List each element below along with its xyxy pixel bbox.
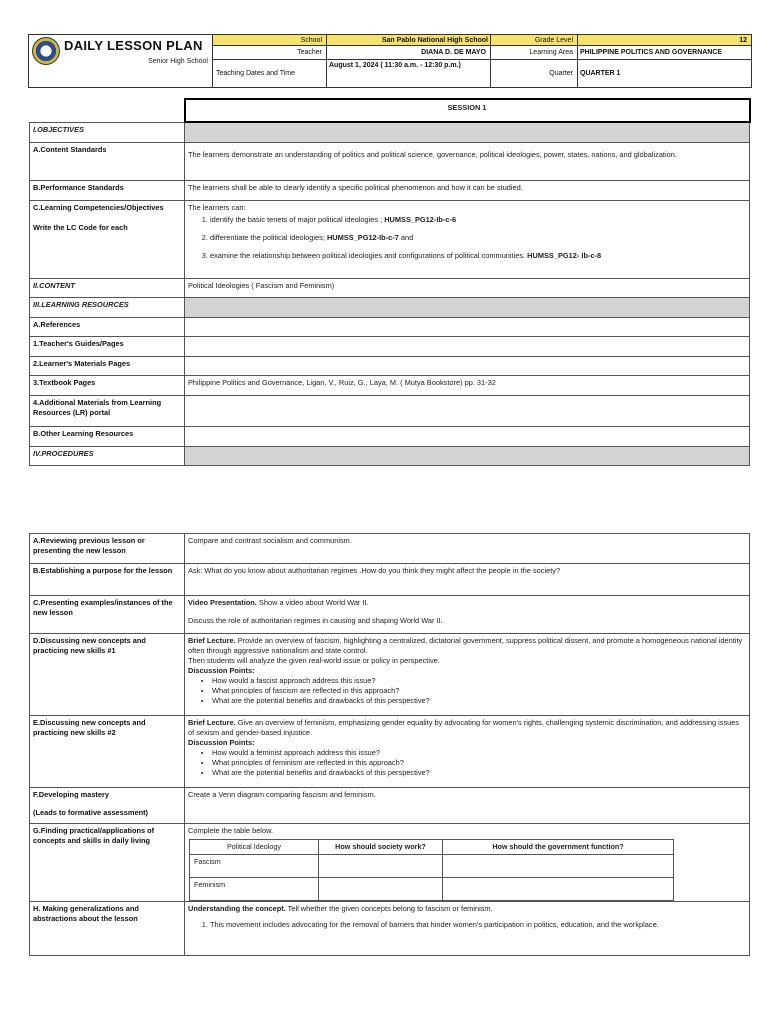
additional-materials-label: 4.Additional Materials from Learning Resources (LR) portal <box>30 395 185 426</box>
procedure-f-label: F.Developing mastery (Leads to formative assessment) <box>30 788 185 824</box>
procedures-heading: IV.PROCEDURES <box>30 446 185 465</box>
discussion-point: • How would a feminist approach address this issue? <box>212 748 746 758</box>
procedure-b-text: Ask: What do you know about authoritarian regimes .How do you think they might affect the people in the society? <box>185 564 750 596</box>
quarter-value: QUARTER 1 <box>580 70 621 77</box>
learning-competencies-label <box>30 200 185 278</box>
lc-item: 2. differentiate the political ideologies; HUMSS_PG12-Ib-c-7 and <box>210 233 746 243</box>
grade-label: Grade Level <box>534 37 573 44</box>
grade-value: 12 <box>739 37 747 44</box>
procedure-c-text2: Discuss the role of authoritarian regimes in causing and shaping World War II. <box>188 616 443 625</box>
dates-label: Teaching Dates and Time <box>216 70 295 77</box>
learners-materials-label: 2.Learner's Materials Pages <box>30 356 185 375</box>
dates-value: August 1, 2024 ( 11:30 a.m. - 12:30 p.m.) <box>329 62 461 69</box>
ideology-table <box>189 839 674 901</box>
teacher-value: DIANA D. DE MAYO <box>421 49 486 56</box>
performance-standards-text: The learners shall be able to clearly identify a specific political phenomenon and how it can be studied. <box>185 180 750 200</box>
teacher-label: Teacher <box>297 49 322 56</box>
content-text: Political Ideologies ( Fascism and Feminism) <box>185 278 750 297</box>
objectives-heading: I.OBJECTIVES <box>30 122 185 142</box>
content-standards-label: A.Content Standards <box>30 142 185 180</box>
society-col-header: How should society work? <box>319 840 443 855</box>
page-title: DAILY LESSON PLAN <box>64 38 203 53</box>
lc-item: 3. examine the relationship between political ideologies and configurations of political communities. HUMSS_PG12- Ib-c-8 <box>210 251 746 261</box>
references-label: A.References <box>30 317 185 336</box>
procedures-table <box>29 533 750 956</box>
procedure-h-label: H. Making generalizations and abstractions about the lesson <box>30 902 185 956</box>
procedure-a-text: Compare and contrast socialism and communism. <box>185 534 750 564</box>
discussion-point: • How would a fascist approach address this issue? <box>212 676 746 686</box>
discussion-point: • What are the potential benefits and drawbacks of this perspective? <box>212 768 746 778</box>
learning-competencies-cell <box>185 200 750 278</box>
procedure-c-label: C.Presenting examples/instances of the new lesson <box>30 596 185 634</box>
content-standards-text: The learners demonstrate an understanding of politics and political science, governance, political ideologies, power, states, nations, and globalization. <box>185 142 750 180</box>
lc-label-line1: C.Learning Competencies/Objectives <box>33 202 164 212</box>
table-cell-input[interactable] <box>319 855 443 878</box>
other-resources-label: B.Other Learning Resources <box>30 426 185 446</box>
discussion-point: • What principles of feminism are reflected in this approach? <box>212 758 746 768</box>
textbook-text: Philippine Politics and Governance, Ligan, V., Ruiz, G., Laya, M. ( Mutya Bookstore) pp. 31-32 <box>185 375 750 395</box>
lc-label-line2: Write the LC Code for each <box>33 222 128 232</box>
procedure-e-cell: Brief Lecture. Give an overview of feminism, emphasizing gender equality by advocating for women's rights, challenging systemic discrimination, and addressing issues of sexism and gender-based injustice. Discussion Points: • How would a feminist approach address this issue? • What principles of feminism are reflected in this approach? • What are the potential benefits and drawbacks of this perspective? <box>185 716 750 788</box>
teachers-guide-label: 1.Teacher's Guides/Pages <box>30 336 185 356</box>
government-col-header: How should the government function? <box>443 840 674 855</box>
quarter-label: Quarter <box>549 70 573 77</box>
procedure-d-label: D.Discussing new concepts and practicing new skills #1 <box>30 634 185 716</box>
page-subtitle: Senior High School <box>148 58 208 65</box>
discussion-points-label: Discussion Points: <box>188 738 255 747</box>
procedure-d-cell: Brief Lecture. Provide an overview of fascism, highlighting a centralized, dictatorial government, suppress political dissent, and promote a homogeneous national identity often through aggressive nationalism and state control. Then students will analyze the given real-world issue or policy in perspective. Discussion Points: • How would a fascist approach address this issue? • What principles of fascism are reflected in this approach? • What are the potential benefits and drawbacks of this perspective? <box>185 634 750 716</box>
discussion-point: • What principles of fascism are reflected in this approach? <box>212 686 746 696</box>
table-cell-input[interactable] <box>319 878 443 901</box>
procedure-e-label: E.Discussing new concepts and practicing new skills #2 <box>30 716 185 788</box>
ideology-col-header: Political Ideology <box>190 840 319 855</box>
procedure-c-cell: Video Presentation. Show a video about World War II. Discuss the role of authoritarian regimes in causing and shaping World War II. <box>185 596 750 634</box>
discussion-point: • What are the potential benefits and drawbacks of this perspective? <box>212 696 746 706</box>
lc-intro: The learners can: <box>188 202 246 212</box>
discussion-points-label: Discussion Points: <box>188 666 255 675</box>
procedure-a-label: A.Reviewing previous lesson or presenting the new lesson <box>30 534 185 564</box>
school-label: School <box>300 37 322 44</box>
deped-seal-icon <box>32 37 60 65</box>
procedure-h-cell: Understanding the concept. Tell whether the given concepts belong to fascism or feminism. 1. This movement includes advocating for the removal of barriers that hinder women's participation in politics, education, and the workplace. <box>185 902 750 956</box>
ideology-row-label: Feminism <box>190 878 319 901</box>
procedure-b-label: B.Establishing a purpose for the lesson <box>30 564 185 596</box>
school-value: San Pablo National High School <box>381 37 488 44</box>
textbook-label: 3.Textbook Pages <box>30 375 185 395</box>
objectives-table <box>29 98 751 466</box>
area-label: Learning Area <box>529 49 573 56</box>
procedure-f-text: Create a Venn diagram comparing fascism and feminism. <box>185 788 750 824</box>
procedure-g-cell <box>185 824 750 902</box>
table-cell-input[interactable] <box>443 878 674 901</box>
generalization-item: 1. This movement includes advocating for the removal of barriers that hinder women's participation in politics, education, and the workplace. <box>210 920 746 930</box>
content-heading: II.CONTENT <box>30 278 185 297</box>
performance-standards-label: B.Performance Standards <box>30 180 185 200</box>
lc-item: 1. identify the basic tenets of major political ideologies ; HUMSS_PG12-Ib-c-6 <box>210 215 746 225</box>
resources-heading: III.LEARNING RESOURCES <box>30 297 185 317</box>
procedure-g-text: Complete the table below. <box>188 826 274 835</box>
procedure-d-text2: Then students will analyze the given real-world issue or policy in perspective. <box>188 656 440 665</box>
ideology-row-label: Fascism <box>190 855 319 878</box>
session-header: SESSION 1 <box>185 99 750 122</box>
area-value: PHILIPPINE POLITICS AND GOVERNANCE <box>580 49 723 56</box>
table-cell-input[interactable] <box>443 855 674 878</box>
procedure-g-label: G.Finding practical/applications of concepts and skills in daily living <box>30 824 185 902</box>
